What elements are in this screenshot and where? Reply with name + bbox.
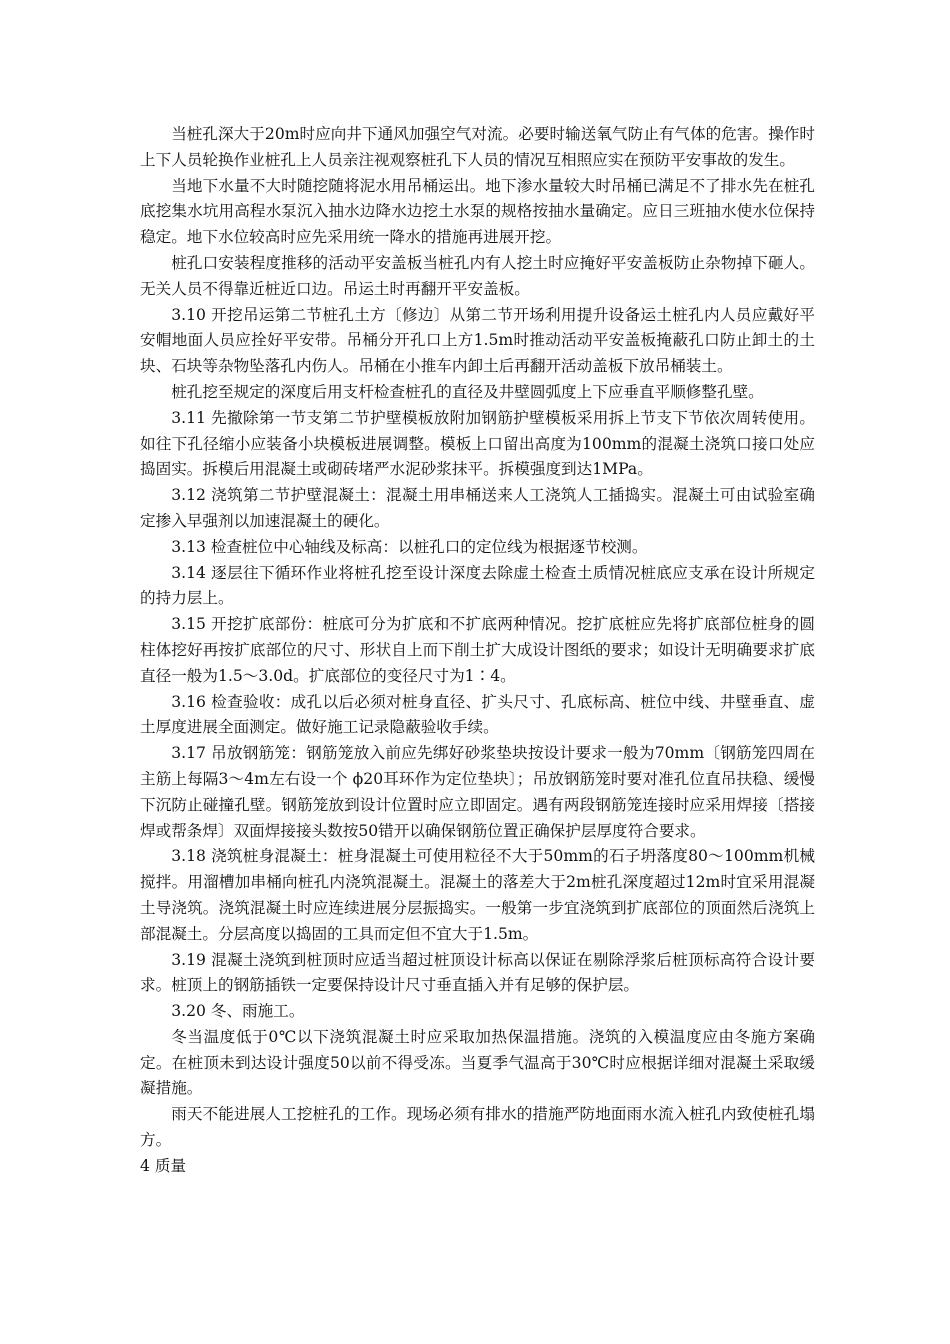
paragraph-3-18: 3.18 浇筑桩身混凝土：桩身混凝土可使用粒径不大于50mm的石子坍落度80～100mm机械搅拌。用溜槽加串桶向桩孔内浇筑混凝土。混凝土的落差大于2m桩孔深度超过12m时宜采用混凝土导浇筑。浇筑混凝土时应连续进展分层振捣实。一般第一步宜浇筑到扩底部位的顶面然后浇筑上部混凝土。分层高度以捣固的工具而定但不宜大于1.5m。 [140,847,815,943]
paragraph-3-19: 3.19 混凝土浇筑到桩顶时应适当超过桩顶设计标高以保证在剔除浮浆后桩顶标高符合设计要求。桩顶上的钢筋插铁一定要保持设计尺寸垂直插入并有足够的保护层。 [140,950,815,995]
section-heading-quality: 4 质量 [140,1156,187,1175]
paragraph-3-10: 3.10 开挖吊运第二节桩孔土方〔修边〕从第二节开场利用提升设备运土桩孔内人员应戴好平安帽地面人员应拴好平安带。吊桶分开孔口上方1.5m时推动活动平安盖板掩蔽孔口防止卸土的土块、石块等杂物坠落孔内伤人。吊桶在小推车内卸土后再翻开活动盖板下放吊桶装土。 [140,305,815,376]
paragraph-3-12: 3.12 浇筑第二节护壁混凝土：混凝土用串桶送来人工浇筑人工插捣实。混凝土可由试验室确定掺入早强剂以加速混凝土的硬化。 [140,486,815,530]
paragraph-3-14: 3.14 逐层往下循环作业将桩孔挖至设计深度去除虚土检查土质情况桩底应支承在设计所规定的持力层上。 [140,563,815,608]
paragraph-3-15: 3.15 开挖扩底部份：桩底可分为扩底和不扩底两种情况。挖扩底桩应先将扩底部位桩身的圆柱体挖好再按扩底部位的尺寸、形状自上而下削土扩大成设计图纸的要求；如设计无明确要求扩底直径一般为1.5～3.0d。扩底部位的变径尺寸为1∶4。 [140,615,815,685]
paragraph-3-16: 3.16 检查验收：成孔以后必须对桩身直径、扩头尺寸、孔底标高、桩位中线、井壁垂直、虚土厚度进展全面测定。做好施工记录隐蔽验收手续。 [140,692,815,737]
paragraph-winter: 冬当温度低于0℃以下浇筑混凝土时应采取加热保温措施。浇筑的入模温度应由冬施方案确定。在桩顶未到达设计强度50以前不得受冻。当夏季气温高于30℃时应根据详细对混凝土采取缓凝措施。 [140,1027,815,1098]
paragraph-3-17: 3.17 吊放钢筋笼：钢筋笼放入前应先绑好砂浆垫块按设计要求一般为70mm〔钢筋笼四周在主筋上每隔3～4m左右设一个 ϕ20耳环作为定位垫块〕；吊放钢筋笼时要对准孔位直吊扶稳、缓慢下沉防止碰撞孔壁。钢筋笼放到设计位置时应立即固定。遇有两段钢筋笼连接时应采用焊接〔搭接焊或帮条焊〕双面焊接接头数按50错开以确保钢筋位置正确保护层厚度符合要求。 [140,744,815,840]
document-body [140,122,815,1180]
paragraph-groundwater: 当地下水量不大时随挖随将泥水用吊桶运出。地下渗水量较大时吊桶已满足不了排水先在桩孔底挖集水坑用高程水泵沉入抽水边降水边挖土水泵的规格按抽水量确定。应日三班抽水使水位保持稳定。地下水位较高时应先采用统一降水的措施再进展开挖。 [140,176,815,247]
paragraph-3-20: 3.20 冬、雨施工。 [171,1002,305,1021]
paragraph-3-13: 3.13 检查桩位中心轴线及标高：以桩孔口的定位线为根据逐节校测。 [171,537,648,556]
paragraph-3-11: 3.11 先撤除第一节支第二节护壁模板放附加钢筋护壁模板采用拆上节支下节依次周转使用。如往下孔径缩小应装备小块模板进展调整。模板上口留出高度为100mm的混凝土浇筑口接口处应捣固实。拆模后用混凝土或砌砖堵严水泥砂浆抹平。拆模强度到达1MPa。 [140,408,815,479]
paragraph-rain: 雨天不能进展人工挖桩孔的工作。现场必须有排水的措施严防地面雨水流入桩孔内致使桩孔塌方。 [140,1105,815,1150]
paragraph-hole-trimming: 桩孔挖至规定的深度后用支杆检查桩孔的直径及井壁圆弧度上下应垂直平顺修整孔壁。 [171,382,764,401]
paragraph-ventilation: 当桩孔深大于20m时应向井下通风加强空气对流。必要时输送氧气防止有气体的危害。操作时上下人员轮换作业桩孔上人员亲注视观察桩孔下人员的情况互相照应实在预防平安事故的发生。 [140,125,815,169]
paragraph-safety-cover: 桩孔口安装程度推移的活动平安盖板当桩孔内有人挖土时应掩好平安盖板防止杂物掉下砸人。无关人员不得靠近桩近口边。吊运土时再翻开平安盖板。 [140,253,815,298]
